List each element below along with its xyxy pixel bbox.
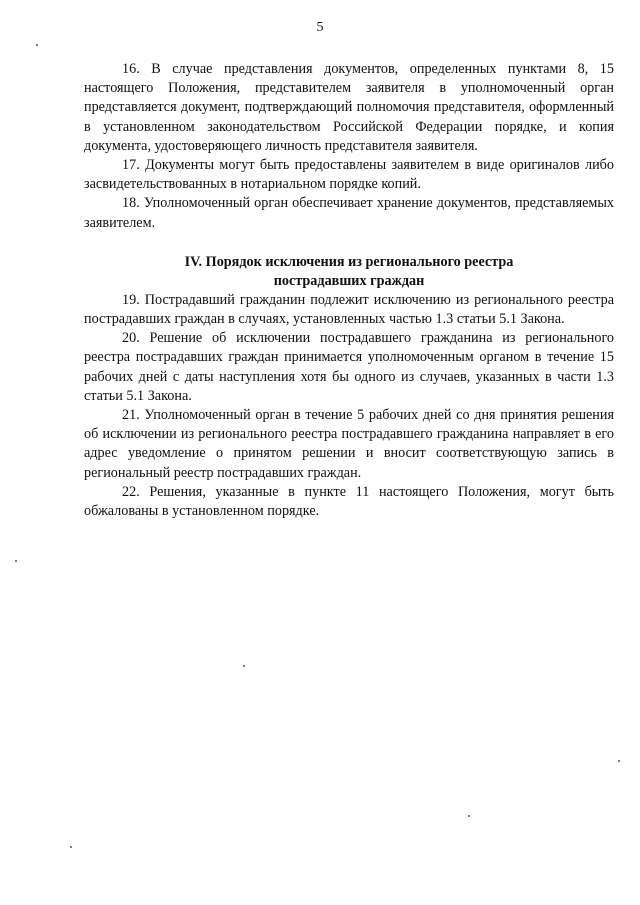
paragraph-17: 17. Документы могут быть предоставлены заявителем в виде оригиналов либо засвидетельствованных в нотариальном порядке копий. — [84, 157, 614, 193]
paragraph-20: 20. Решение об исключении пострадавшего гражданина из регионального реестра пострадавших граждан принимается уполномоченным органом в течение 15 рабочих дней с даты наступления хотя бы одного из случаев, указанных в части 1.3 статьи 5.1 Закона. — [84, 330, 614, 404]
paragraph-19: 19. Пострадавший гражданин подлежит исключению из регионального реестра пострадавших граждан в случаях, установленных частью 1.3 статьи 5.1 Закона. — [84, 291, 614, 328]
paragraph-18: 18. Уполномоченный орган обеспечивает хранение документов, представляемых заявителем. — [84, 195, 614, 231]
section-heading-line-1: IV. Порядок исключения из регионального реестра — [184, 253, 514, 270]
scan-speck — [70, 846, 72, 848]
document-body — [84, 60, 614, 521]
scan-speck — [468, 815, 470, 817]
section-heading-line-2: пострадавших граждан — [273, 272, 425, 289]
paragraph-22: 22. Решения, указанные в пункте 11 настоящего Положения, могут быть обжалованы в установленном порядке. — [84, 483, 614, 520]
page-number: 5 — [316, 20, 324, 35]
paragraph-21: 21. Уполномоченный орган в течение 5 рабочих дней со дня принятия решения об исключении из регионального реестра пострадавшего гражданина направляет в его адрес уведомление о принятом решении и вносит соответствующую запись в региональный реестр пострадавших граждан. — [84, 407, 614, 481]
scan-speck — [618, 760, 620, 762]
paragraph-16: 16. В случае представления документов, определенных пунктами 8, 15 настоящего Положения, представителем заявителя в уполномоченный орган представляется документ, подтверждающий полномочия представителя, оформленный в установленном законодательством Российской Федерации порядке, и копия документа, удостоверяющего личность представителя заявителя. — [84, 61, 614, 154]
section-heading — [84, 253, 614, 291]
scan-speck — [243, 665, 245, 667]
scan-speck — [36, 44, 38, 46]
scan-speck — [15, 560, 17, 562]
